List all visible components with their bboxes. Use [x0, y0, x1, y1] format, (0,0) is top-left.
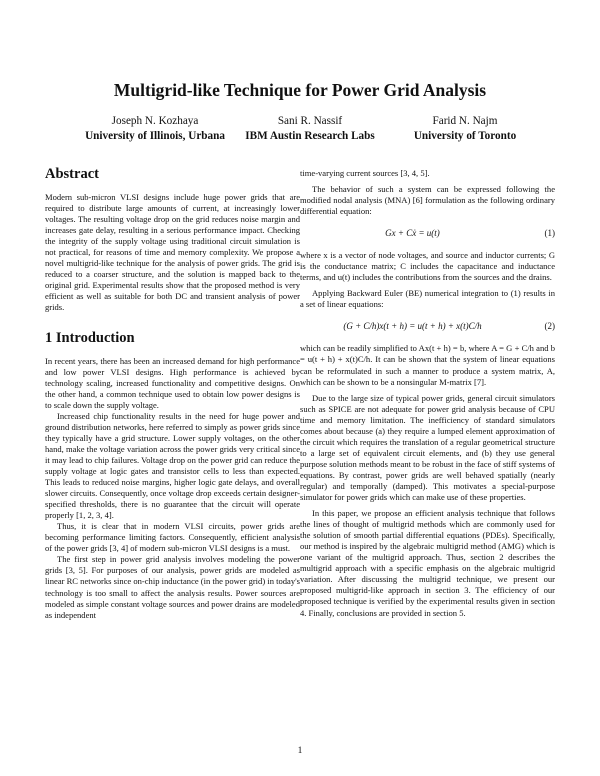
right-paragraph-4: Applying Backward Euler (BE) numerical integration to (1) results in a set of linear equations: [300, 288, 555, 310]
author-affiliation: University of Toronto [413, 130, 517, 142]
author-affiliation: University of Illinois, Urbana [85, 130, 225, 142]
page-number: 1 [297, 746, 303, 756]
author-affiliation: IBM Austin Research Labs [245, 130, 375, 142]
equation-2-number: (2) [544, 321, 555, 332]
right-paragraph-1: time-varying current sources [3, 4, 5]. [300, 168, 430, 178]
equation-2-body: (G + C/h)x(t + h) = u(t + h) + x(t)C/h [343, 321, 482, 332]
right-paragraph-3: where x is a vector of node voltages, and source and inductor currents; G is the conductance matrix; C includes the capacitance and inductance terms, and u(t) includes the contributions from the sources and the drains. [300, 250, 555, 283]
intro-paragraph-3: Thus, it is clear that in modern VLSI circuits, power grids are becoming performance limiting factors. Consequently, efficient analysis of the power grids [3, 4] of modern sub-micron VLSI designs is a must. [45, 521, 300, 554]
equation-2 [300, 316, 555, 337]
author-name: Farid N. Najm [432, 115, 498, 127]
right-paragraph-6: Due to the large size of typical power grids, general circuit simulators such as SPICE are not adequate for power grid analysis because of CPU time and memory limitation. The inefficiency of standard simulators comes about because (a) they require a lumped element approximation of the circuit which requires the translation of a regular geometrical structure to a large set of equivalent circuit elements, and (b) they use general purpose solution methods meant to be robust in the face of stiff systems of equations. By contrast, power grids are well behaved spatially (nearly regular) and temporally (damped). This motivates a special-purpose simulator for power grids which can make use of these properties. [300, 392, 555, 503]
equation-1 [300, 223, 555, 244]
author-name: Sani R. Nassif [277, 115, 343, 127]
author-2 [235, 114, 385, 144]
abstract-heading: Abstract [45, 166, 99, 182]
right-paragraph-2: The behavior of such a system can be expressed following the modified nodal analysis (MNA) [6] formulation as the following ordinary differential equation: [300, 184, 555, 217]
right-paragraph-7: In this paper, we propose an efficient analysis technique that follows the lines of thought of multigrid methods which are commonly used for the solution of smooth partial differential equations (PDEs). Specifically, our method is inspired by the algebraic multigrid method (AMG) which is one variant of the multigrid approach. Thus, section 2 describes the multigrid approach with a specific emphasis on the algebraic multigrid variation. After discussing the multigrid technique, we present our proposed multigrid-like approach in section 3. The efficiency of our proposed technique is verified by the experimental results given in section 4. Finally, conclusions are provided in section 5. [300, 508, 555, 618]
equation-1-number: (1) [544, 228, 555, 239]
intro-paragraph-2: Increased chip functionality results in the need for huge power and ground distribution networks, here referred to simply as power grids since they typically have a grid structure. Lower supply voltages, on the other hand, make the voltage variation across the power grids very critical since it may lead to chip failures. Voltage drop on the power grid can reduce the supply voltage at logic gates and transistor cells to less than expected. This leads to reduced noise margins, higher logic gate delays, and overall slower circuits. Consequently, once voltage drop exceeds certain designer-specified thresholds, there is no guarantee that the circuit will operate properly [1, 2, 3, 4]. [45, 410, 300, 521]
author-1 [60, 114, 250, 144]
right-column [300, 168, 555, 619]
intro-paragraph-4: The first step in power grid analysis involves modeling the power grids [3, 5]. For purposes of our analysis, power grids are modeled as linear RC networks since on-chip inductance (in the power grid) in today's technology is too small to affect the analysis results. Power sources are modeled as simple constant voltage sources and power drains are modeled as independent [45, 554, 300, 620]
author-3 [390, 114, 540, 144]
right-paragraph-5: which can be readily simplified to Ax(t + h) = b, where A = G + C/h and b = u(t + h) + x(t)C/h. It can be shown that the system of linear equations can be reformulated in such a manner to produce a system matrix, A, which can be shown to be a nonsingular M-matrix [7]. [300, 343, 555, 387]
left-column [45, 166, 300, 621]
paper-title: Multigrid-like Technique for Power Grid Analysis [113, 80, 487, 100]
equation-1-body: Gx + Cẋ = u(t) [385, 228, 440, 239]
introduction-heading: 1 Introduction [45, 329, 135, 346]
abstract-text: Modern sub-micron VLSI designs include huge power grids that are required to distribute large amounts of current, at increasingly lower voltages. The resulting voltage drop on the grid reduces noise margin and increases gate delay, resulting in a serious performance impact. Checking the integrity of the supply voltage using traditional circuit simulation is not practical, for reasons of time and memory complexity. We propose a novel multigrid-like technique for the analysis of power grids. The grid is reduced to a coarser structure, and the solution is mapped back to the original grid. Experimental results show that the proposed method is very efficient as well as suitable for both DC and transient analysis of power grids. [45, 192, 300, 313]
author-name: Joseph N. Kozhaya [111, 115, 199, 127]
intro-paragraph-1: In recent years, there has been an increased demand for high performance and low power VLSI designs. High performance is achieved by technology scaling, increased functionality and competitive designs. On the other hand, a common technique used to obtain low power designs is to scale down the supply voltage. [45, 355, 300, 410]
